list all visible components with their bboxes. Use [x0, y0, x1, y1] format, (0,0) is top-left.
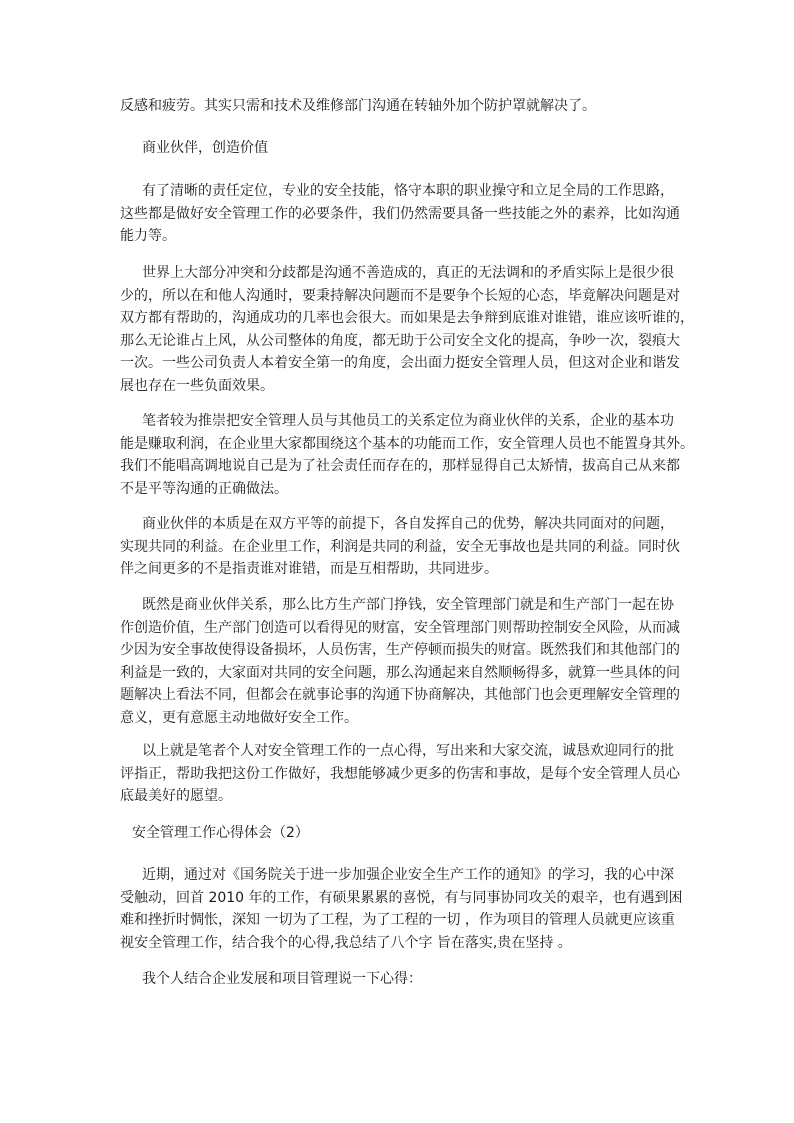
text-line: 反感和疲劳。其实只需和技术及维修部门沟通在转轴外加个防护罩就解决了。	[120, 98, 596, 114]
text-line: 能是赚取利润，在企业里大家都围绕这个基本的功能而工作，安全管理人员也不能置身其外。	[120, 435, 694, 452]
text-line: 这些都是做好安全管理工作的必要条件，我们仍然需要具备一些技能之外的素养，比如沟通	[120, 205, 680, 222]
text-line: 近期，通过对《国务院关于进一步加强企业安全生产工作的通知》的学习，我的心中深	[142, 867, 674, 883]
section-heading	[120, 137, 680, 160]
text-line: 利益是一致的，大家面对共同的安全问题，那么沟通起来自然顺畅得多，就算一些具体的问	[120, 664, 680, 681]
paragraph	[120, 410, 694, 500]
paragraph	[120, 740, 680, 808]
text-line: 作创造价值，生产部门创造可以看得见的财富，安全管理部门则帮助控制安全风险，从而减	[120, 619, 680, 636]
text-line: 有了清晰的责任定位，专业的安全技能，恪守本职的职业操守和立足全局的工作思路，	[142, 183, 674, 199]
text-line: 评指正，帮助我把这份工作做好，我想能够减少更多的伤害和事故，是每个安全管理人员心	[120, 765, 680, 782]
text-line: 意义，更有意愿主动地做好安全工作。	[120, 709, 358, 726]
text-line: 少因为安全事故使得设备损坏，人员伤害，生产停顿而损失的财富。既然我们和其他部门的	[120, 642, 680, 658]
text-line: 题解决上看法不同，但都会在就事论事的沟通下协商解决，其他部门也会更理解安全管理的	[120, 687, 680, 703]
paragraph	[120, 262, 694, 397]
text-line: 难和挫折时惆怅，深知 一切为了工程，为了工程的一切 ，作为项目的管理人员就更应该重	[120, 912, 675, 928]
text-line: 以上就是笔者个人对安全管理工作的一点心得，写出来和大家交流，诚恳欢迎同行的批	[142, 743, 674, 759]
section-title	[120, 822, 680, 845]
text-line: 受触动，回首 2010 年的工作，有硕果累累的喜悦，有与同事协同攻关的艰辛，也有遇到困	[120, 889, 683, 906]
paragraph-continuation	[120, 95, 680, 118]
text-line: 我们不能唱高调地说自己是为了社会责任而存在的，那样显得自己太矫情，拔高自己从来都	[120, 458, 680, 474]
text-line: 笔者较为推崇把安全管理人员与其他员工的关系定位为商业伙伴的关系，企业的基本功	[142, 413, 674, 429]
text-line: 既然是商业伙伴关系，那么比方生产部门挣钱，安全管理部门就是和生产部门一起在协	[142, 597, 674, 613]
text-line: 一次。一些公司负责人本着安全第一的角度，会出面力挺安全管理人员，但这对企业和谐发	[120, 355, 680, 371]
title-text: 安全管理工作心得体会（2）	[132, 825, 309, 841]
paragraph	[120, 594, 680, 729]
paragraph	[120, 513, 680, 581]
text-line: 不是平等沟通的正确做法。	[120, 480, 288, 497]
heading-text: 商业伙伴，创造价值	[142, 140, 268, 156]
text-line: 商业伙伴的本质是在双方平等的前提下，各自发挥自己的优势，解决共同面对的问题，	[142, 516, 674, 532]
text-line: 能力等。	[120, 228, 176, 244]
text-line: 少的，所以在和他人沟通时，要秉持解决问题而不是要争个长短的心态，毕竟解决问题是对	[120, 287, 680, 304]
text-line: 底最美好的愿望。	[120, 788, 232, 804]
text-line: 视安全管理工作，结合我个的心得,我总结了八个字 旨在落实,贵在坚持 。	[120, 934, 572, 951]
text-line: 展也存在一些负面效果。	[120, 377, 274, 394]
text-line: 我个人结合企业发展和项目管理说一下心得：	[142, 971, 422, 987]
text-line: 双方都有帮助的，沟通成功的几率也会很大。而如果是去争辩到底谁对谁错，谁应该听谁的，	[120, 310, 694, 326]
text-line: 伴之间更多的不是指责谁对谁错，而是互相帮助，共同进步。	[120, 561, 498, 577]
text-line: 实现共同的利益。在企业里工作，利润是共同的利益，安全无事故也是共同的利益。同时伙	[120, 538, 680, 555]
text-line: 那么无论谁占上风，从公司整体的角度，都无助于公司安全文化的提高，争吵一次，裂痕大	[120, 332, 680, 349]
paragraph	[120, 180, 680, 248]
paragraph	[120, 968, 680, 991]
paragraph	[120, 864, 683, 954]
text-line: 世界上大部分冲突和分歧都是沟通不善造成的，真正的无法调和的矛盾实际上是很少很	[142, 265, 674, 281]
